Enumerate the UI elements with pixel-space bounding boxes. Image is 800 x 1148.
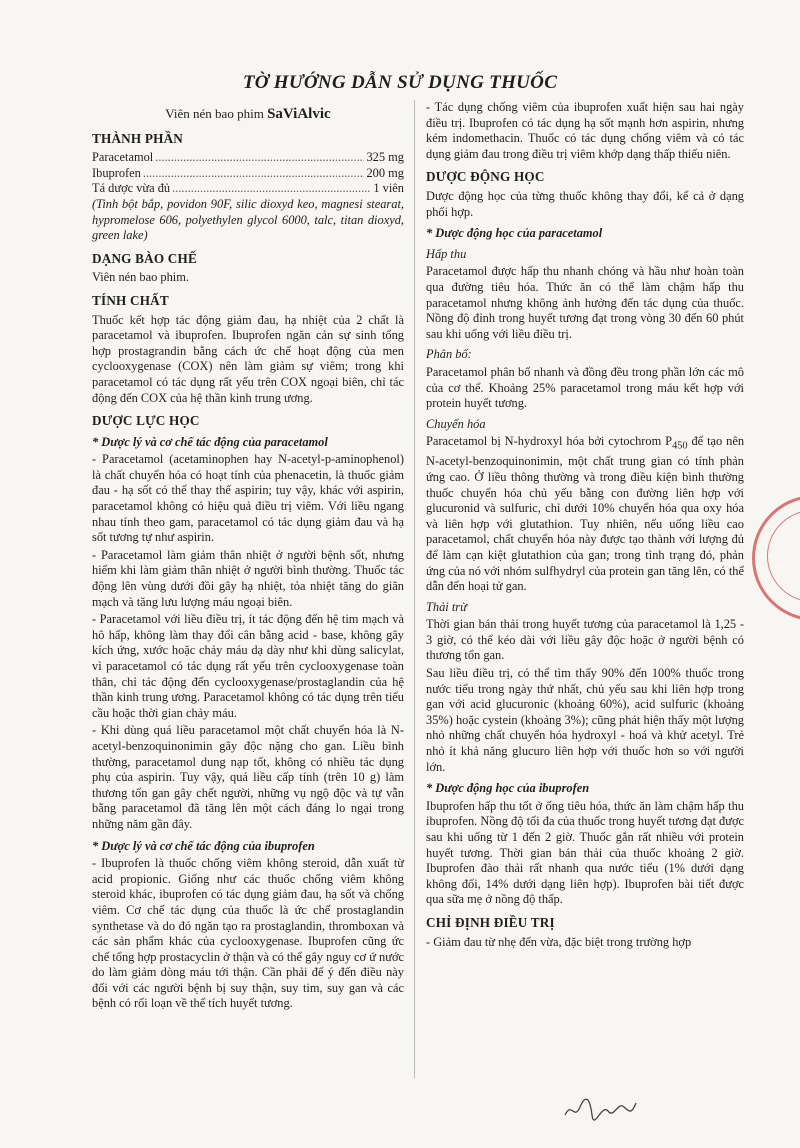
composition-heading: THÀNH PHẦN [92, 130, 184, 146]
distribution-label: Phân bố: [426, 347, 472, 362]
composition-row: Ibuprofen ..... 200 mg [92, 166, 404, 182]
indications-text: - Giảm đau từ nhẹ đến vừa, đặc biệt trong trường hợp [426, 934, 692, 949]
paracetamol-pd-heading: * Dược lý và cơ chế tác động của paracetamol [92, 434, 328, 449]
properties-text: Thuốc kết hợp tác động giảm đau, hạ nhiệt của 2 chất là paracetamol và ibuprofen. Ibuprofen ngăn cản sự sinh tổng hợp prostagrandin bằng cách ức chế hoạt động của men cyclooxygenase (COX) nên làm giảm sự viêm; trong khi paracetamol có tác dụng rất yếu trên COX ngoại biên, chỉ tác động đến COX của hệ thần kinh trung ương. [92, 312, 404, 405]
excipients-note: (Tinh bột bắp, povidon 90F, silic dioxyd keo, magnesi stearat, hypromelose 606, polyethylen glycol 6000, talc, titan dioxyd, green lake) [92, 196, 404, 243]
product-line [92, 106, 404, 123]
column-divider [414, 100, 415, 1078]
pharmacy-stamp-icon [752, 495, 800, 621]
paragraph: - Ibuprofen là thuốc chống viêm không steroid, dẫn xuất từ acid propionic. Giống như các thuốc chống viêm không steroid khác, ibuprofen có tác dụng giảm đau, hạ sốt và chống viêm. Cơ chế tác dụng của thuốc là ức chế prostaglandin synthetase và do đó ngăn tạo ra prostaglandin, thromboxan và các sản phẩm khác của cyclooxygenase. Ibuprofen cũng ức chế tổng hợp prostacyclin ở thận và có thể gây nguy cơ ứ nước do làm giảm dòng máu tới thận. Cần phải để ý đến điều này đối với các người bệnh bị suy thận, suy tim, suy gan và các bệnh có rối loạn về thể tích huyết tương. [92, 856, 404, 1011]
ibuprofen-pk-text: Ibuprofen hấp thu tốt ở ống tiêu hóa, thức ăn làm chậm hấp thu ibuprofen. Nồng độ tối đa của thuốc trong huyết tương đạt được sau khi uống từ 1 đến 2 giờ. Thuốc gắn rất nhiều với protein huyết tương. Thời gian bán thải của thuốc khoảng 2 giờ. Ibuprofen đào thải rất nhanh qua nước tiểu (1% dưới dạng không đổi, 14% dưới dạng liên hợp). Ibuprofen bài tiết được qua sữa mẹ ở nồng độ thấp. [426, 798, 744, 907]
distribution-text: Paracetamol phân bố nhanh và đồng đều trong phần lớn các mô của cơ thể. Khoảng 25% paracetamol trong máu kết hợp với protein huyết tương. [426, 364, 744, 411]
composition-row: Tá dược vừa đủ ..... 1 viên [92, 181, 404, 197]
document-title: TỜ HƯỚNG DẪN SỬ DỤNG THUỐC [242, 72, 558, 93]
right-column [426, 100, 744, 952]
ibuprofen-pk-heading: * Dược động học của ibuprofen [426, 781, 590, 796]
paragraph: - Paracetamol làm giảm thân nhiệt ở người bệnh sốt, nhưng hiếm khi làm giảm thân nhiệt ở người bình thường. Thuốc tác động lên vùng dưới đồi gây hạ nhiệt, tỏa nhiệt tăng do giãn mạch và tăng lưu lượng máu ngoại biên. [92, 547, 404, 609]
metabolism-label: Chuyển hóa [426, 416, 486, 431]
elimination-text: Thời gian bán thải trong huyết tương của paracetamol là 1,25 - 3 giờ, có thể kéo dài với liều gây độc hoặc ở người bệnh có thương tổn gan. [426, 617, 744, 663]
left-column [92, 100, 404, 1014]
pharmacodynamics-heading: DƯỢC LỰC HỌC [92, 413, 200, 429]
dosage-form-text: Viên nén bao phim. [92, 270, 189, 285]
composition-row: Paracetamol ..... 325 mg [92, 150, 404, 166]
elimination-label: Thải trừ [426, 599, 467, 614]
product-name: SaViAlvic [267, 106, 331, 122]
indications-heading: CHỈ ĐỊNH ĐIỀU TRỊ [426, 914, 555, 930]
paragraph: - Khi dùng quá liều paracetamol một chất chuyển hóa là N-acetyl-benzoquinonimin gây độc nặng cho gan. Liều bình thường, paracetamol dung nạp tốt, không có nhiều tác dụng phụ của aspirin. Tuy vậy, quá liều cấp tính (trên 10 g) làm thương tổn gan gây chết người, những vụ ngộ độc và tự vẫn bằng paracetamol đã tăng lên một cách đáng lo ngại trong những năm gần đây. [92, 723, 404, 831]
dosage-form-heading: DẠNG BÀO CHẾ [92, 250, 197, 266]
pharmacokinetics-heading: DƯỢC ĐỘNG HỌC [426, 169, 545, 185]
properties-heading: TÍNH CHẤT [92, 292, 169, 308]
ibuprofen-pd-heading: * Dược lý và cơ chế tác động của ibuprofen [92, 838, 315, 853]
paragraph: - Paracetamol (acetaminophen hay N-acetyl-p-aminophenol) là chất chuyển hóa có hoạt tính của phenacetin, là thuốc giảm đau - hạ sốt có thể thay thế aspirin; tuy vậy, khác với aspirin, paracetamol không có hiệu quả điều trị viêm. Với liều ngang nhau tính theo gam, paracetamol có tác dụng giảm đau và hạ sốt tương tự như aspirin. [92, 452, 404, 545]
pk-intro: Dược động học của từng thuốc không thay đổi, kể cả ở dạng phối hợp. [426, 188, 744, 219]
paragraph: - Tác dụng chống viêm của ibuprofen xuất hiện sau hai ngày điều trị. Ibuprofen có tác dụng hạ sốt mạnh hơn aspirin, nhưng kém indomethacin. Thuốc có tác dụng chống viêm và có tác dụng giảm đau trong điều trị viêm khớp dạng thấp thiếu niên. [426, 100, 744, 161]
signature-icon [560, 1093, 640, 1123]
elimination-text: Sau liều điều trị, có thể tìm thấy 90% đến 100% thuốc trong nước tiểu trong ngày thứ nhất, chủ yếu sau khi liên hợp trong gan với acid glucuronic (khoảng 60%), acid sulfuric (khoảng 35%) hoặc cystein (khoảng 3%); cũng phát hiện thấy một lượng nhỏ những chất chuyển hóa hydroxyl - hoá và khử acetyl. Trẻ nhỏ ít khả năng glucuro liên hợp với thuốc hơn so với người lớn. [426, 666, 744, 774]
product-prefix: Viên nén bao phim [165, 106, 264, 121]
paragraph: - Paracetamol với liều điều trị, ít tác động đến hệ tim mạch và hô hấp, không làm thay đổi cân bằng acid - base, không gây kích ứng, xước hoặc chảy máu dạ dày như khi dùng salicylat, vì paracetamol có tác dụng rất yếu trên cyclooxygenase toàn thân, chỉ tác động đến cyclooxygenase/prostaglandin của hệ thần kinh trung ương. Paracetamol không có tác dụng trên tiểu cầu hoặc thời gian chảy máu. [92, 612, 404, 720]
absorption-label: Hấp thu [426, 246, 467, 261]
metabolism-text: Paracetamol bị N-hydroxyl hóa bởi cytochrom $P_{450}$ để tạo nên N-acetyl-benzoquinonimin, một chất trung gian có tính phản ứng cao. Ở liều thông thường và trong điều kiện bình thường thuốc chuyển hóa chủ yếu bằng con đường liên hợp với glucuronid và sulfuric, chỉ dưới 10% chuyển hóa qua oxy hóa và liên hợp với glutathion. Tuy nhiên, nếu uống liều cao paracetamol, chất chuyển hóa này được tạo thành với lượng đủ để làm cạn kiệt glutathion của gan; trong tình trạng đó, phản ứng của nó với nhóm sulfhydryl của protein gan tăng lên, có thể dẫn đến hoại tử gan. [426, 434, 745, 594]
absorption-text: Paracetamol được hấp thu nhanh chóng và hầu như hoàn toàn qua đường tiêu hóa. Thức ăn có thể làm chậm hấp thu paracetamol nhưng không ảnh hưởng đến tác dụng của thuốc. Nồng độ đỉnh trong huyết tương đạt trong vòng 30 đến 60 phút sau khi uống với liều điều trị. [426, 264, 744, 341]
paracetamol-pk-heading: * Dược động học của paracetamol [426, 226, 603, 241]
